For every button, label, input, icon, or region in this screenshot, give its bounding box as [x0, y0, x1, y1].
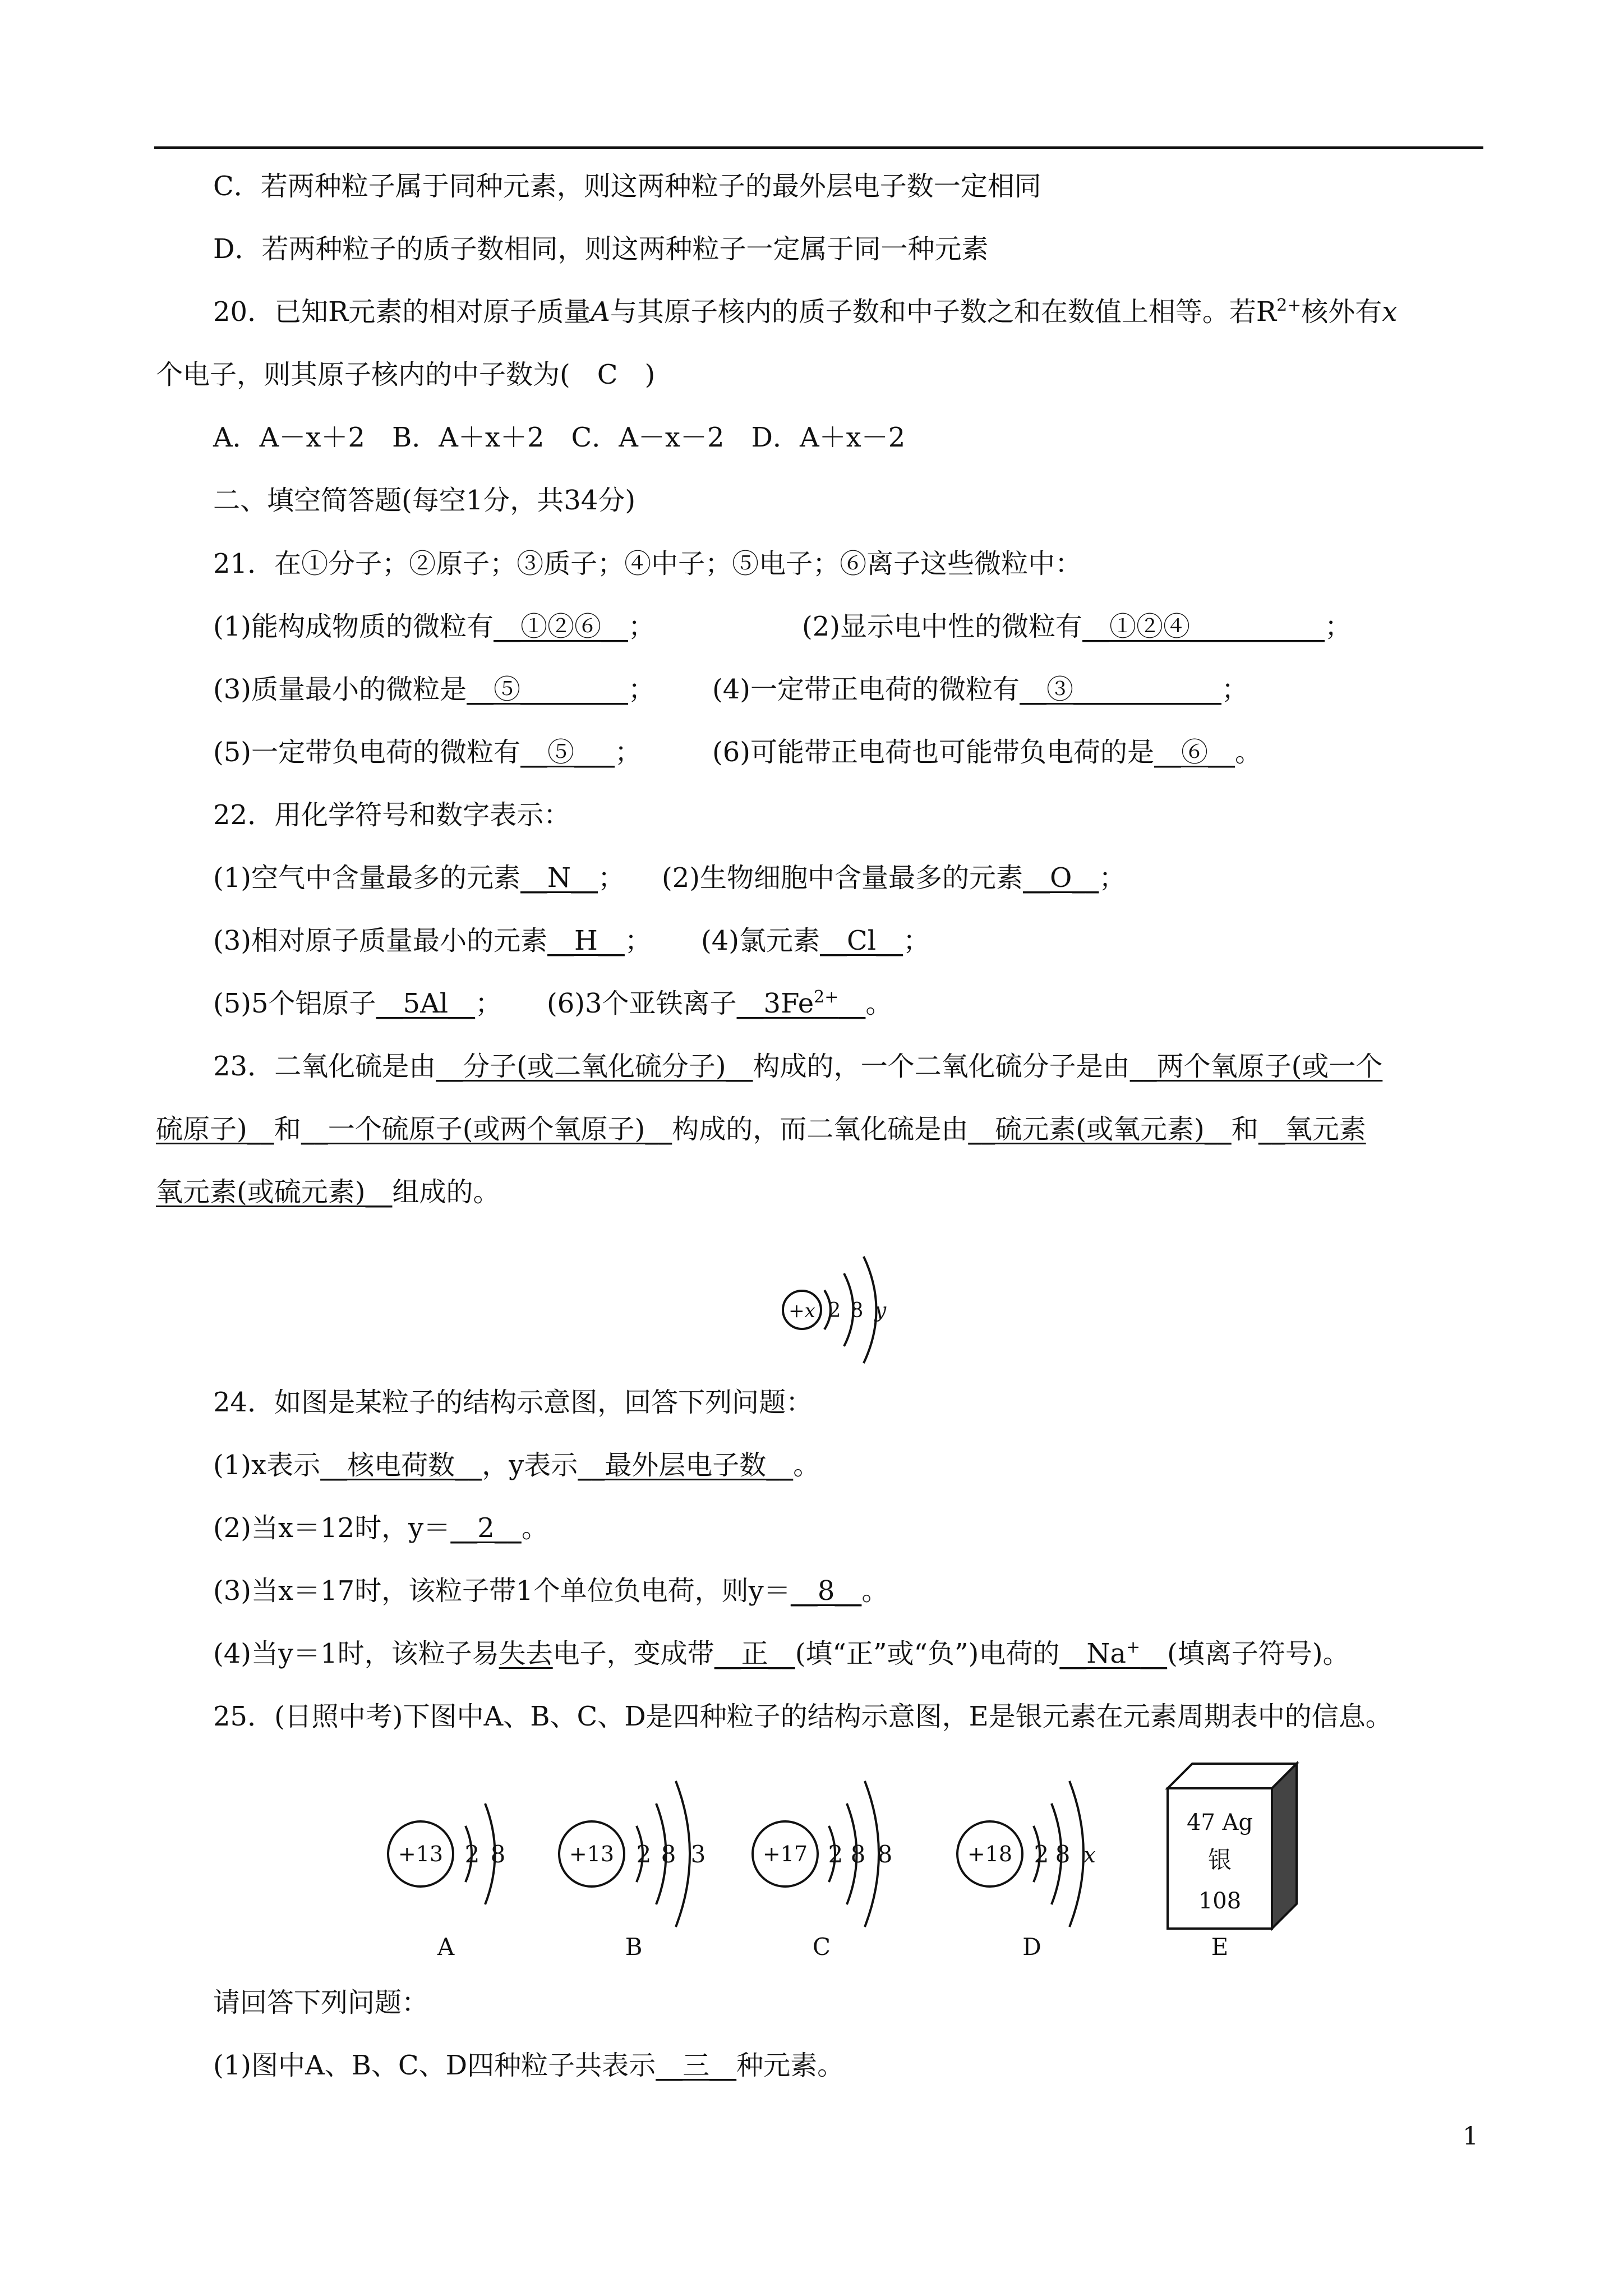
page-number: 1	[1463, 2122, 1478, 2151]
q22-part2: (2)生物细胞中含量最多的元素__O__；	[662, 862, 1126, 894]
fig24-shell-2: 8	[850, 1299, 864, 1322]
question-21: 21．在①分子；②原子；③质子；④中子；⑤电子；⑥离子这些微粒中：	[213, 548, 1082, 579]
header-rule	[154, 146, 1483, 149]
section-2-heading: 二、填空简答题(每空1分，共34分)	[213, 485, 636, 516]
question-23-line2: 硫原子)__和__一个硫原子(或两个氧原子)__构成的，而二氧化硫是由__硫元素(或氧元素)__和__氧元素	[156, 1114, 1366, 1145]
svg-text:8: 8	[850, 1841, 866, 1868]
q24-part3: (3)当x＝17时，该粒子带1个单位负电荷，则y＝__8__。	[213, 1575, 889, 1607]
q25-prompt: 请回答下列问题：	[213, 1987, 429, 2018]
element-mass: 108	[1198, 1888, 1242, 1914]
q24-part2: (2)当x＝12时，y＝__2__。	[213, 1512, 548, 1544]
q21-part5: (5)一定带负电荷的微粒有__⑤___；	[213, 737, 642, 768]
q21-part2: (2)显示电中性的微粒有__①②④__________；	[802, 611, 1352, 642]
element-number-symbol: 47 Ag	[1186, 1810, 1253, 1835]
q22-part3: (3)相对原子质量最小的元素__H__；	[213, 925, 652, 956]
svg-text:8: 8	[490, 1841, 506, 1868]
fig24-nucleus: +x	[789, 1300, 815, 1322]
q24-part1: (1)x表示__核电荷数__，y表示__最外层电子数__。	[213, 1450, 820, 1481]
svg-text:+18: +18	[967, 1842, 1013, 1866]
fig24-shell-3: y	[874, 1299, 887, 1322]
fig25-label-a: A	[437, 1933, 455, 1961]
fig25-label-d: D	[1022, 1933, 1041, 1961]
fig25-label-e: E	[1211, 1933, 1229, 1961]
fig25-element-cell	[1168, 1764, 1297, 1961]
question-20-line2: 个电子，则其原子核内的中子数为( C )	[156, 359, 656, 390]
question-24: 24．如图是某粒子的结构示意图，回答下列问题：	[213, 1387, 813, 1418]
question-20-options: A．A－x＋2 B．A＋x＋2 C．A－x－2 D．A＋x－2	[213, 422, 906, 453]
svg-text:2: 2	[464, 1841, 480, 1868]
fig25-atom-d	[957, 1781, 1096, 1961]
svg-text:2: 2	[1034, 1841, 1049, 1868]
figure-24-atom-diagram	[774, 1240, 914, 1380]
q22-part6: (6)3个亚铁离子$\_\_3Fe^{2+}\_\_$。	[547, 987, 893, 1019]
fig25-atom-a	[388, 1803, 505, 1961]
svg-text:x: x	[1083, 1843, 1096, 1867]
question-25: 25．(日照中考)下图中A、B、C、D是四种粒子的结构示意图，E是银元素在元素周期表中的信息。	[213, 1701, 1393, 1732]
fig25-label-b: B	[625, 1933, 643, 1961]
element-name: 银	[1207, 1846, 1232, 1874]
svg-text:8: 8	[661, 1841, 676, 1868]
question-23-line3: 氧元素(或硫元素)__组成的。	[156, 1176, 500, 1208]
q21-part6: (6)可能带正电荷也可能带负电荷的是__⑥__。	[712, 737, 1262, 768]
q21-part3: (3)质量最小的微粒是__⑤________；	[213, 674, 656, 705]
q24-part4: (4)当y＝1时，该粒子易失去电子，变成带__正__(填“正”或“负”)电荷的__Na+__(填离子符号)。	[213, 1637, 1350, 1669]
svg-text:3: 3	[690, 1841, 706, 1868]
svg-text:2: 2	[828, 1841, 843, 1868]
q25-part1: (1)图中A、B、C、D四种粒子共表示__三__种元素。	[213, 2050, 845, 2081]
fig25-label-c: C	[812, 1933, 831, 1961]
fig25-atom-b	[559, 1781, 706, 1961]
fig24-shell-1: 2	[828, 1299, 841, 1322]
svg-text:8: 8	[877, 1841, 893, 1868]
svg-text:2: 2	[636, 1841, 652, 1868]
option-c: C．若两种粒子属于同种元素，则这两种粒子的最外层电子数一定相同	[213, 171, 1041, 202]
question-22: 22．用化学符号和数字表示：	[213, 799, 571, 831]
svg-text:+13: +13	[398, 1842, 444, 1866]
question-23-line1: 23．二氧化硫是由__分子(或二氧化硫分子)__构成的，一个二氧化硫分子是由__两个氧原子(或一个	[213, 1051, 1383, 1082]
q21-part4: (4)一定带正电荷的微粒有__③___________；	[712, 674, 1249, 705]
option-d: D．若两种粒子的质子数相同，则这两种粒子一定属于同一种元素	[213, 233, 989, 265]
q21-part1: (1)能构成物质的微粒有__①②⑥__；	[213, 611, 656, 642]
q22-part1: (1)空气中含量最多的元素__N__；	[213, 862, 625, 894]
figure-25	[370, 1756, 1324, 1980]
svg-text:8: 8	[1055, 1841, 1071, 1868]
q22-part5: (5)5个铝原子__5Al__；	[213, 988, 502, 1019]
question-20-line1: 20．已知R元素的相对原子质量A与其原子核内的质子数和中子数之和在数值上相等。若$R^{2+}$核外有x	[213, 296, 1398, 328]
fig25-atom-c	[753, 1781, 892, 1961]
q22-part4: (4)氯元素__Cl__；	[701, 925, 930, 956]
svg-text:+17: +17	[762, 1842, 808, 1866]
svg-text:+13: +13	[569, 1842, 615, 1866]
